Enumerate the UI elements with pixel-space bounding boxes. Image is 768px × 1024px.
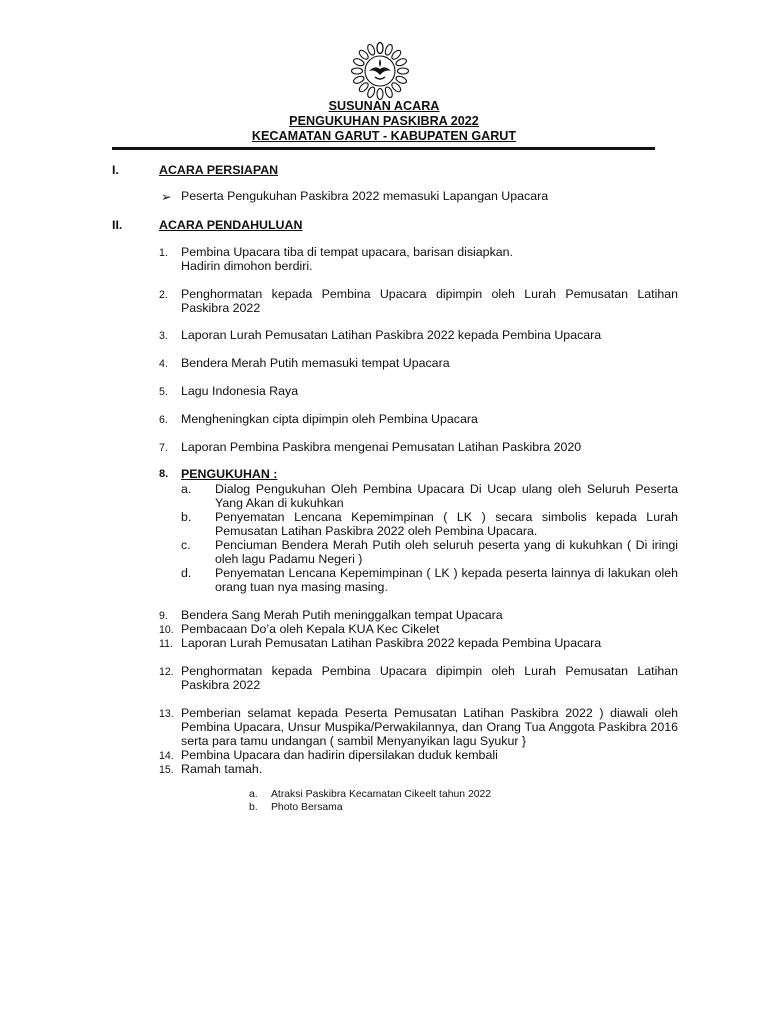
item-number: 3. xyxy=(159,330,168,342)
list-item: Laporan Lurah Pemusatan Latihan Paskibra 2022 kepada Pembina Upacara xyxy=(181,636,602,650)
item-number: 13. xyxy=(159,708,174,720)
item-number: 1. xyxy=(159,247,168,259)
sub-list-item: Penciuman Bendera Merah Putih oleh seluruh peserta yang di kukuhkan ( Di iringi oleh lagu Padamu Negeri ) xyxy=(215,538,678,566)
subitem-letter: d. xyxy=(181,566,192,580)
subitem-letter: c. xyxy=(181,538,191,552)
document-location: KECAMATAN GARUT - KABUPATEN GARUT xyxy=(251,129,517,143)
list-item: Laporan Pembina Paskibra mengenai Pemusatan Latihan Paskibra 2020 xyxy=(181,440,582,454)
sub-list-item: Dialog Pengukuhan Oleh Pembina Upacara Di Ucap ulang oleh Seluruh Peserta Yang Akan di kukuhkan xyxy=(215,482,678,510)
item-number: 10. xyxy=(159,624,174,636)
closing-letter: a. xyxy=(249,789,258,800)
item-number: 11. xyxy=(159,638,173,650)
section-1-item: Peserta Pengukuhan Paskibra 2022 memasuki Lapangan Upacara xyxy=(181,189,549,203)
section-1-numeral: I. xyxy=(112,163,119,177)
closing-letter: b. xyxy=(249,802,258,813)
item-number: 9. xyxy=(159,610,168,622)
list-item: Penghormatan kepada Pembina Upacara dipimpin oleh Lurah Pemusatan Latihan Paskibra 2022 xyxy=(181,664,678,692)
subitem-letter: b. xyxy=(181,510,192,524)
sub-list-item: Penyematan Lencana Kepemimpinan ( LK ) secara simbolis kepada Lurah Pemusatan Latihan Paskibra 2022 oleh Pembina Upacara. xyxy=(215,510,678,538)
item-number: 15. xyxy=(159,764,174,776)
arrow-bullet-icon: ➢ xyxy=(161,190,172,204)
subitem-letter: a. xyxy=(181,482,192,496)
section-1-title: ACARA PERSIAPAN xyxy=(159,163,279,177)
document-title: SUSUNAN ACARA xyxy=(328,99,440,113)
list-item: Bendera Merah Putih memasuki tempat Upacara xyxy=(181,356,450,370)
list-item: Lagu Indonesia Raya xyxy=(181,384,299,398)
item-number: 2. xyxy=(159,289,168,301)
list-item: Ramah tamah. xyxy=(181,762,263,776)
section-2-numeral: II. xyxy=(112,218,123,232)
list-item: Pemberian selamat kepada Peserta Pemusatan Latihan Paskibra 2022 ) diawali oleh Pembina Upacara, Unsur Muspika/Perwakilannya, dan Orang Tua Anggota Paskibra 2016 serta para tamu undangan ( sambil Menyanyikan lagu Syukur } xyxy=(181,706,678,748)
list-item: Penghormatan kepada Pembina Upacara dipimpin oleh Lurah Pemusatan Latihan Paskibra 2022 xyxy=(181,287,678,315)
item-number: 12. xyxy=(159,666,174,678)
list-item: Mengheningkan cipta dipimpin oleh Pembina Upacara xyxy=(181,412,478,426)
list-item: Pembina Upacara dan hadirin dipersilakan duduk kembali xyxy=(181,748,498,762)
item-number: 7. xyxy=(159,442,168,454)
closing-item: Atraksi Paskibra Kecamatan Cikeelt tahun 2022 xyxy=(271,789,492,800)
section-2-title: ACARA PENDAHULUAN xyxy=(159,218,303,232)
document-subtitle: PENGUKUHAN PASKIBRA 2022 xyxy=(289,114,479,128)
pengukuhan-heading: PENGUKUHAN : xyxy=(181,467,278,481)
closing-item: Photo Bersama xyxy=(271,802,343,813)
item-number: 6. xyxy=(159,414,168,426)
item-number: 4. xyxy=(159,358,168,370)
header-divider xyxy=(112,147,655,150)
item-number: 8. xyxy=(159,468,169,480)
item-number: 5. xyxy=(159,386,168,398)
list-item: Bendera Sang Merah Putih meninggalkan tempat Upacara xyxy=(181,608,503,622)
paskibra-emblem-icon xyxy=(345,41,415,101)
sub-list-item: Penyematan Lencana Kepemimpinan ( LK ) kepada peserta lainnya di lakukan oleh orang tuan nya masing masing. xyxy=(215,566,678,594)
list-item: Laporan Lurah Pemusatan Latihan Paskibra 2022 kepada Pembina Upacara xyxy=(181,328,602,342)
item-number: 14. xyxy=(159,750,174,762)
list-item: Pembacaan Do’a oleh Kepala KUA Kec Cikelet xyxy=(181,622,440,636)
list-item: Pembina Upacara tiba di tempat upacara, barisan disiapkan. Hadirin dimohon berdiri. xyxy=(181,245,513,273)
